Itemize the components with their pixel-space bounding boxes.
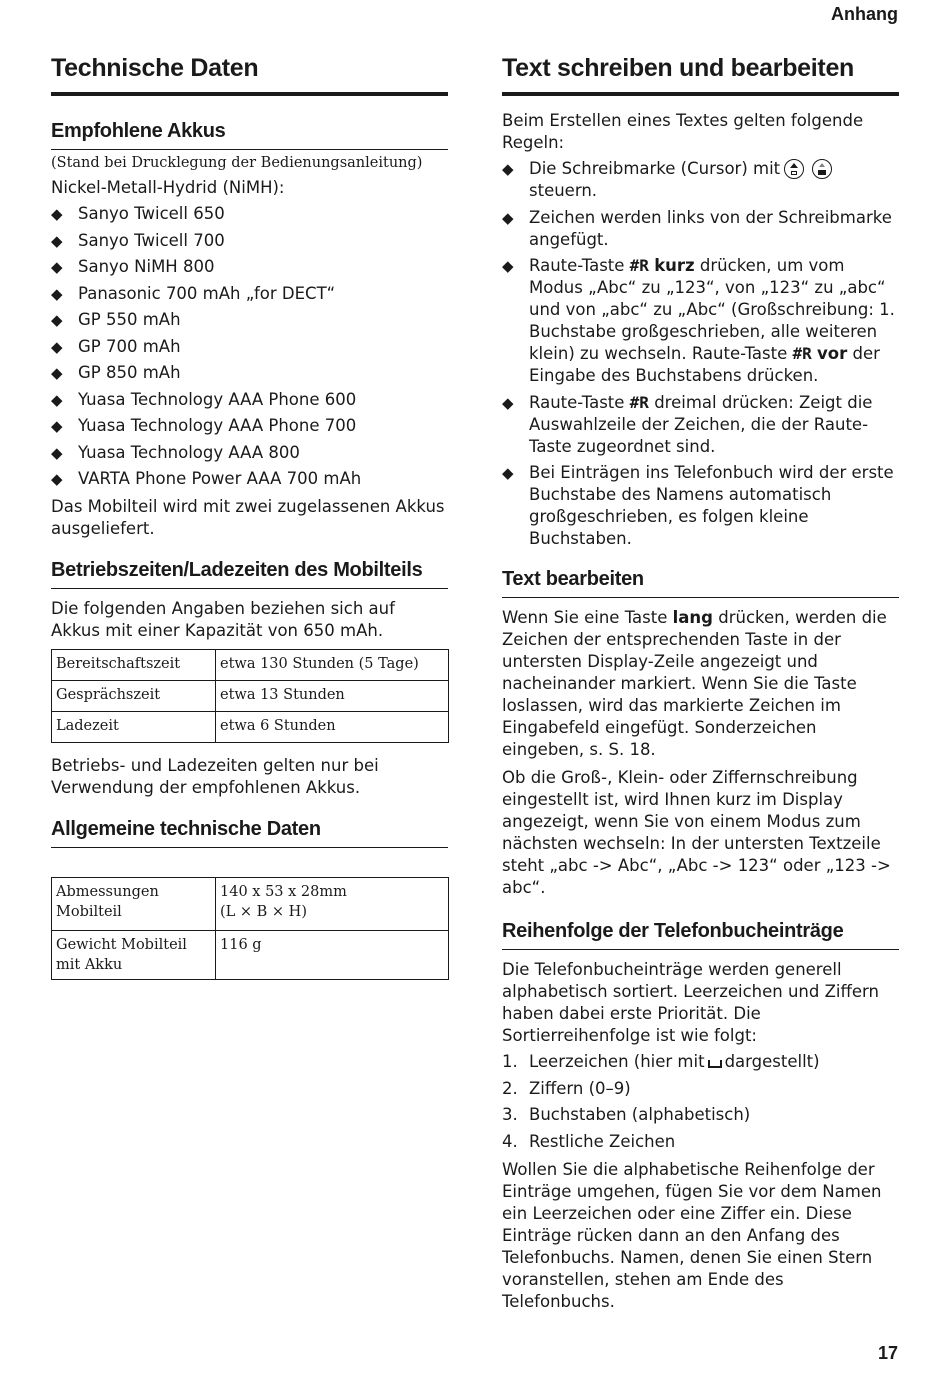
bearbeiten-p2: Ob die Groß-, Klein- oder Ziffernschreibung eingestellt ist, wird Ihnen kurz im Display angezeigt, wenn Sie von einem Modus zum nächsten wechseln: In der untersten Textzeile steht „abc -> Abc“, „Abc -> 123“ oder „123 -> abc“. bbox=[502, 768, 891, 897]
hash-key-icon: #R bbox=[629, 256, 649, 275]
list-item: ◆ Zeichen werden links von der Schreibmarke angefügt. bbox=[502, 207, 892, 249]
list-item: ◆ GP 550 mAh bbox=[51, 310, 181, 329]
table-row: Bereitschaftszeit etwa 130 Stunden (5 Tage) bbox=[52, 650, 449, 681]
page-number: 17 bbox=[877, 1343, 898, 1363]
list-item: ◆ Yuasa Technology AAA Phone 700 bbox=[51, 416, 357, 435]
list-item: ◆ Sanyo Twicell 650 bbox=[51, 204, 225, 223]
diamond-bullet-icon: ◆ bbox=[51, 417, 63, 435]
diamond-bullet-icon: ◆ bbox=[51, 231, 63, 250]
table-row: Ladezeit etwa 6 Stunden bbox=[52, 712, 449, 743]
heading-text-bearbeiten: Text bearbeiten bbox=[502, 566, 899, 598]
allgemeine-daten-table bbox=[51, 877, 449, 980]
heading-reihenfolge: Reihenfolge der Telefonbucheinträge bbox=[502, 918, 899, 950]
list-item: ◆ GP 700 mAh bbox=[51, 336, 181, 356]
list-item: ◆ Bei Einträgen ins Telefonbuch wird der erste Buchstabe des Namens automatisch großgeschrieben, es folgen kleine Buchstaben. bbox=[502, 463, 894, 548]
list-item: ◆ Panasonic 700 mAh „for DECT“ bbox=[51, 283, 336, 303]
diamond-bullet-icon: ◆ bbox=[51, 364, 63, 382]
heading-betriebszeiten: Betriebszeiten/Ladezeiten des Mobilteils bbox=[51, 557, 448, 589]
akkus-outro: Das Mobilteil wird mit zwei zugelassenen Akkus ausgeliefert. bbox=[51, 497, 445, 538]
list-item: ◆ Raute-Taste #R dreimal drücken: Zeigt die Auswahlzeile der Zeichen, die der Raute-Taste zugeordnet sind. bbox=[502, 392, 873, 456]
diamond-bullet-icon: ◆ bbox=[51, 284, 63, 303]
list-item: 1. Leerzeichen (hier mit dargestellt) bbox=[502, 1052, 820, 1071]
akkus-intro: Nickel-Metall-Hydrid (NiMH): bbox=[51, 178, 285, 197]
text-intro: Beim Erstellen eines Textes gelten folgende Regeln: bbox=[502, 111, 864, 152]
akkus-note: (Stand bei Drucklegung der Bedienungsanleitung) bbox=[51, 155, 423, 171]
table-row: Gesprächszeit etwa 13 Stunden bbox=[52, 681, 449, 712]
diamond-bullet-icon: ◆ bbox=[502, 208, 514, 227]
list-item: 3. Buchstaben (alphabetisch) bbox=[502, 1105, 751, 1124]
diamond-bullet-icon: ◆ bbox=[51, 390, 63, 409]
akkus-list bbox=[51, 203, 448, 490]
reihenfolge-intro: Die Telefonbucheinträge werden generell alphabetisch sortiert. Leerzeichen und Ziffern haben dabei erste Priorität. Die Sortierreihenfolge ist wie folgt: bbox=[502, 960, 879, 1045]
betrieb-outro: Betriebs- und Ladezeiten gelten nur bei Verwendung der empfohlenen Akkus. bbox=[51, 756, 379, 797]
betrieb-intro: Die folgenden Angaben beziehen sich auf Akkus mit einer Kapazität von 650 mAh. bbox=[51, 599, 395, 640]
text-rules-list bbox=[502, 158, 899, 550]
diamond-bullet-icon: ◆ bbox=[51, 443, 63, 462]
list-item: ◆ Raute-Taste #R kurz drücken, um vom Modus „Abc“ zu „123“, von „123“ zu „abc“ und von „abc“ zu „Abc“ (Großschreibung: 1. Buchstabe großgeschrieben, alle weiteren klein) zu wechseln. Raute-Taste #R vor der Eingabe des Buchstabens drücken. bbox=[502, 256, 895, 385]
list-item: ◆ Sanyo Twicell 700 bbox=[51, 230, 225, 250]
space-symbol-icon bbox=[708, 1060, 722, 1068]
heading-empfohlene-akkus: Empfohlene Akkus bbox=[51, 118, 448, 150]
list-item: ◆ GP 850 mAh bbox=[51, 363, 181, 382]
diamond-bullet-icon: ◆ bbox=[502, 160, 514, 178]
hash-key-icon: #R bbox=[629, 392, 649, 412]
diamond-bullet-icon: ◆ bbox=[51, 470, 63, 488]
nav-down-key-icon bbox=[812, 159, 832, 179]
list-item: ◆ Yuasa Technology AAA Phone 600 bbox=[51, 389, 357, 409]
list-item: ◆ Die Schreibmarke (Cursor) mit steuern. bbox=[502, 158, 899, 202]
list-item: 2. Ziffern (0–9) bbox=[502, 1078, 631, 1098]
betriebszeiten-table bbox=[51, 649, 449, 743]
right-column bbox=[502, 52, 899, 1313]
hash-key-icon: #R bbox=[792, 344, 812, 363]
heading-allgemeine-daten: Allgemeine technische Daten bbox=[51, 816, 448, 848]
list-item: ◆ Yuasa Technology AAA 800 bbox=[51, 442, 300, 462]
diamond-bullet-icon: ◆ bbox=[502, 464, 514, 482]
section-title-text-schreiben: Text schreiben und bearbeiten bbox=[502, 52, 899, 96]
table-row: Gewicht Mobilteil mit Akku 116 g bbox=[52, 931, 449, 980]
diamond-bullet-icon: ◆ bbox=[51, 337, 63, 356]
diamond-bullet-icon: ◆ bbox=[51, 258, 63, 276]
diamond-bullet-icon: ◆ bbox=[51, 205, 63, 223]
list-item: ◆ VARTA Phone Power AAA 700 mAh bbox=[51, 469, 362, 488]
diamond-bullet-icon: ◆ bbox=[502, 257, 514, 275]
reihenfolge-outro: Wollen Sie die alphabetische Reihenfolge der Einträge umgehen, fügen Sie vor dem Namen ein Leerzeichen oder eine Ziffer ein. Diese Einträge rücken dann an den Anfang des Telefonbuchs. Namen, denen Sie einen Stern voranstellen, stehen am Ende des Telefonbuchs. bbox=[502, 1159, 882, 1311]
list-item: ◆ Sanyo NiMH 800 bbox=[51, 257, 215, 276]
nav-up-key-icon bbox=[784, 159, 804, 179]
list-item: 4. Restliche Zeichen bbox=[502, 1131, 676, 1151]
section-title-technische-daten: Technische Daten bbox=[51, 52, 448, 96]
reihenfolge-list bbox=[502, 1051, 899, 1153]
left-column bbox=[51, 52, 448, 980]
diamond-bullet-icon: ◆ bbox=[502, 393, 514, 412]
diamond-bullet-icon: ◆ bbox=[51, 311, 63, 329]
table-row: Abmessungen Mobilteil 140 x 53 x 28mm (L × B × H) bbox=[52, 878, 449, 931]
running-header: Anhang bbox=[831, 4, 898, 24]
bearbeiten-p1: Wenn Sie eine Taste lang drücken, werden die Zeichen der entsprechenden Taste in der untersten Display-Zeile angezeigt und nacheinander markiert. Wenn Sie die Taste loslassen, wird das markierte Zeichen im Eingabefeld eingefügt. Sonderzeichen eingeben, s. S. 18. bbox=[502, 608, 887, 759]
